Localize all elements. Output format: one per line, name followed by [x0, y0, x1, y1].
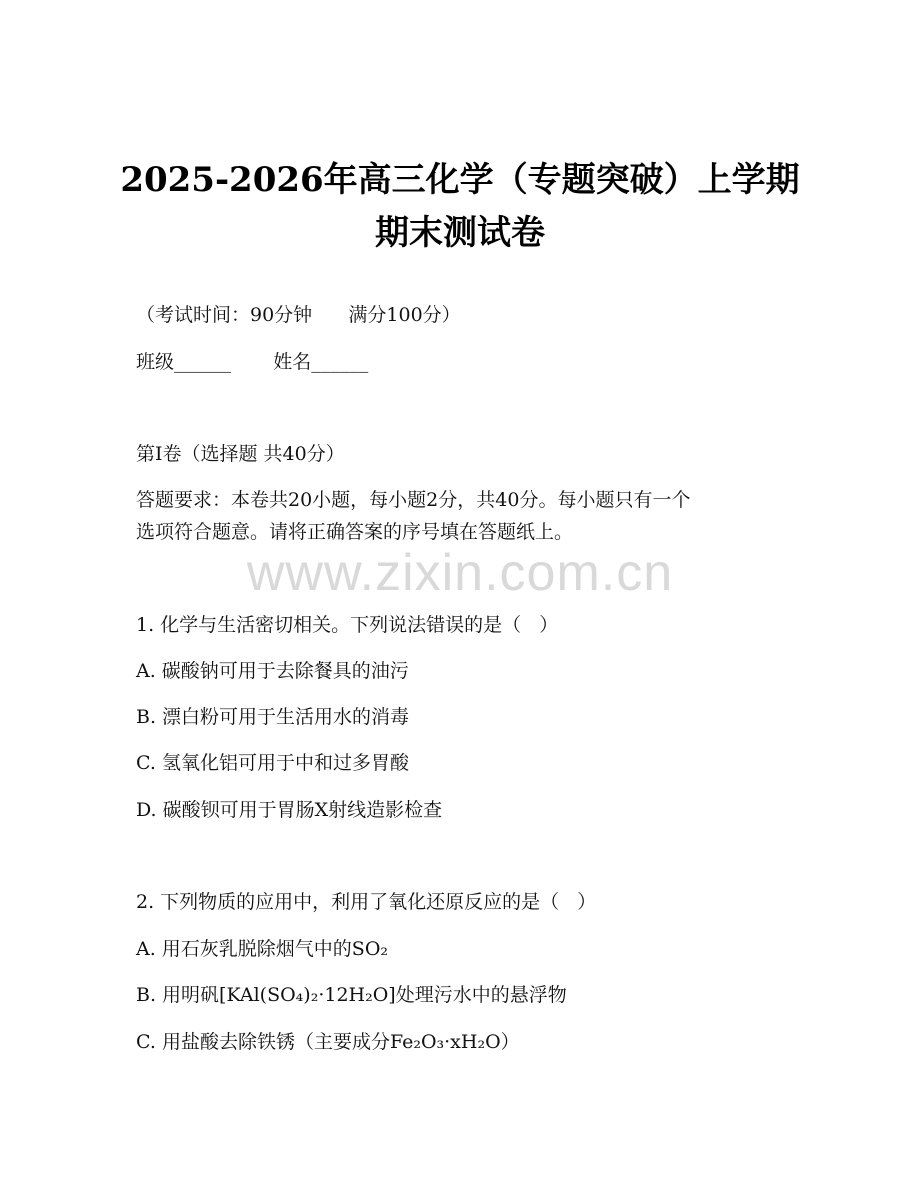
- document-title-line-1: 2025-2026年高三化学（专题突破）上学期: [120, 160, 800, 200]
- question-1-stem: 1. 化学与生活密切相关。下列说法错误的是（ ）: [136, 614, 559, 636]
- student-fields: 班级______ 姓名______: [136, 351, 369, 373]
- section-heading: 第I卷（选择题 共40分）: [136, 443, 345, 465]
- section-instructions-line-2: 选项符合题意。请将正确答案的序号填在答题纸上。: [136, 521, 574, 543]
- watermark: www.zixin.com.cn: [246, 544, 674, 602]
- question-1-option-b: B. 漂白粉可用于生活用水的消毒: [136, 706, 410, 728]
- section-instructions-line-1: 答题要求：本卷共20小题，每小题2分，共40分。每小题只有一个: [136, 489, 691, 511]
- question-2-option-b: B. 用明矾[KAl(SO₄)₂·12H₂O]处理污水中的悬浮物: [136, 984, 567, 1006]
- document-title-line-2: 期末测试卷: [375, 213, 545, 253]
- exam-info: （考试时间：90分钟 满分100分）: [136, 304, 461, 326]
- question-1-option-a: A. 碳酸钠可用于去除餐具的油污: [136, 660, 409, 682]
- question-1-option-d: D. 碳酸钡可用于胃肠X射线造影检查: [136, 799, 443, 821]
- question-2-option-a: A. 用石灰乳脱除烟气中的SO₂: [136, 938, 389, 960]
- question-1-option-c: C. 氢氧化铝可用于中和过多胃酸: [136, 752, 409, 774]
- question-2-stem: 2. 下列物质的应用中，利用了氧化还原反应的是（ ）: [136, 891, 597, 913]
- question-2-option-c: C. 用盐酸去除铁锈（主要成分Fe₂O₃·xH₂O）: [136, 1031, 520, 1053]
